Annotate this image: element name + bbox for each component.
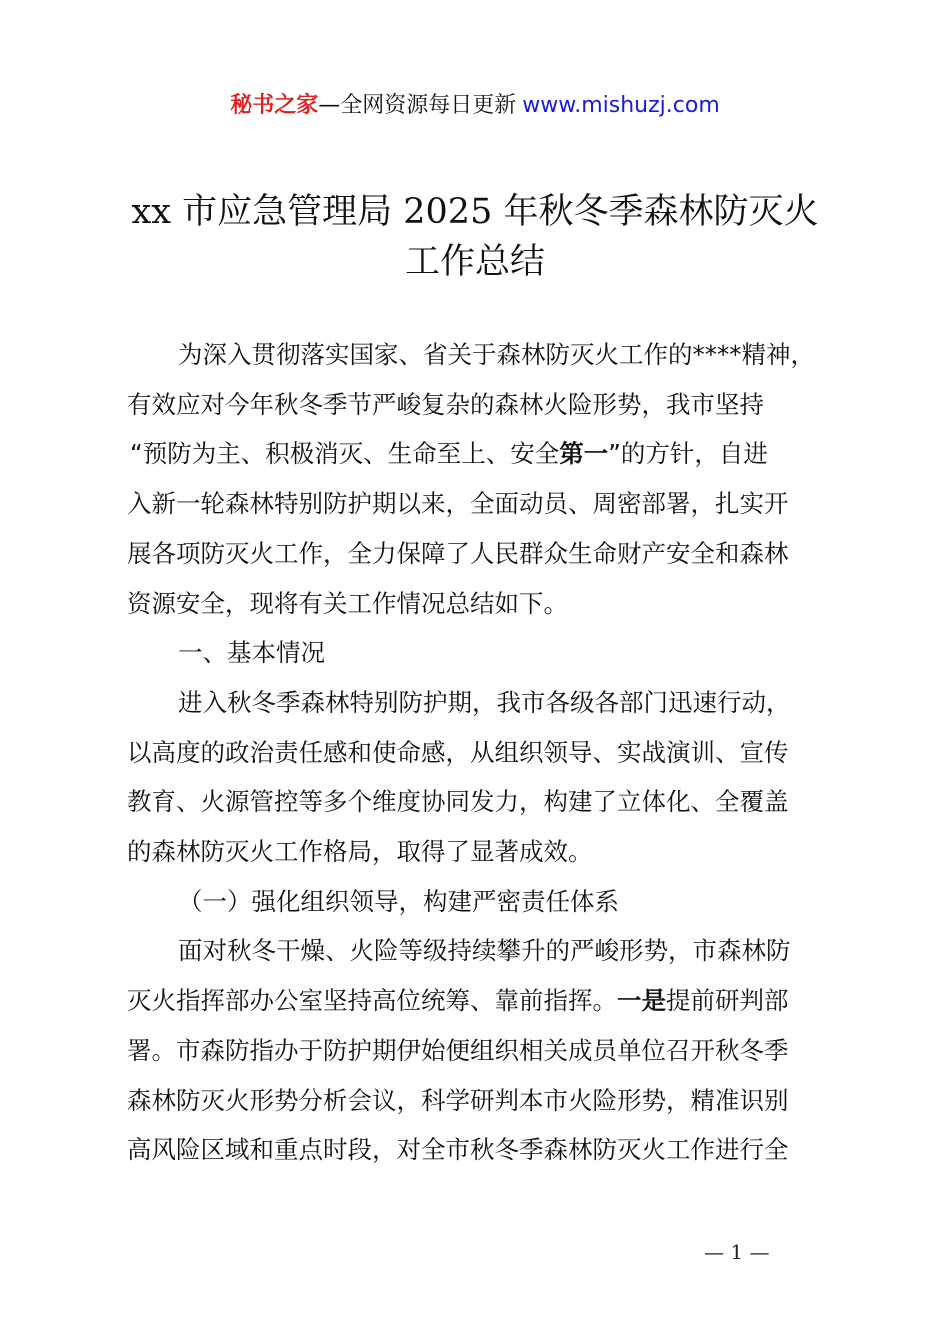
text-run: 有效应对今年秋冬季节严峻复杂的森林火险形势，我市坚持	[127, 389, 764, 419]
text-line	[127, 589, 568, 619]
text-run: 署。市森防指办于防护期伊始便组织相关成员单位召开秋冬季	[127, 1035, 789, 1065]
text-run: 展各项防灭火工作，全力保障了人民群众生命财产安全和森林	[127, 538, 789, 568]
text-line	[127, 1135, 789, 1165]
text-run: 以高度的政治责任感和使命感，从组织领导、实战演训、宣传	[127, 737, 789, 767]
text-line	[178, 638, 325, 668]
header-tagline: —全网资源每日更新	[318, 93, 517, 118]
text-run: 面对秋冬干燥、火险等级持续攀升的严峻形势，市森林防	[178, 936, 791, 966]
text-line	[127, 489, 789, 519]
site-header	[0, 88, 950, 119]
text-line	[127, 738, 789, 768]
text-line	[127, 390, 764, 420]
text-line	[127, 986, 789, 1016]
text-run: 高风险区域和重点时段，对全市秋冬季森林防灭火工作进行全	[127, 1135, 789, 1165]
text-line	[127, 539, 789, 569]
document-title-line1: xx 市应急管理局 2025 年秋冬季森林防灭火	[131, 192, 819, 232]
text-line	[127, 1086, 789, 1116]
text-line	[130, 439, 768, 469]
text-line	[127, 837, 593, 867]
text-run: 一、基本情况	[178, 638, 325, 668]
brand-name: 秘书之家	[230, 93, 319, 118]
document-title-line2: 工作总结	[404, 242, 545, 282]
text-run: 资源安全，现将有关工作情况总结如下。	[127, 588, 568, 618]
text-run: 森林防灭火形势分析会议，科学研判本市火险形势，精准识别	[127, 1085, 789, 1115]
text-run: ”的方针，自进	[608, 439, 768, 469]
text-line	[178, 936, 791, 966]
text-run: 教育、火源管控等多个维度协同发力，构建了立体化、全覆盖	[127, 787, 789, 817]
text-run: （一）强化组织领导，构建严密责任体系	[178, 886, 619, 916]
text-run: 进入秋冬季森林特别防护期，我市各级各部门迅速行动，	[178, 687, 791, 717]
bold-text: 第一	[559, 439, 609, 469]
text-line	[178, 688, 791, 718]
page-number: — 1 —	[704, 1240, 770, 1264]
text-run: “预防为主、积极消灭、生命至上、安全	[130, 439, 560, 469]
text-line	[178, 887, 619, 917]
text-run: 入新一轮森林特别防护期以来，全面动员、周密部署，扎实开	[127, 489, 789, 519]
bold-text: 一是	[617, 986, 666, 1016]
text-run: 的森林防灭火工作格局，取得了显著成效。	[127, 837, 593, 866]
text-line	[127, 1036, 789, 1066]
site-url-link[interactable]: www.mishuzj.com	[522, 93, 720, 118]
text-run: 灭火指挥部办公室坚持高位统筹、靠前指挥。	[127, 986, 617, 1016]
text-run: 为深入贯彻落实国家、省关于森林防灭火工作的****精神，	[178, 340, 815, 369]
text-line	[127, 787, 789, 817]
text-line	[178, 340, 815, 370]
text-run: 提前研判部	[666, 986, 789, 1016]
